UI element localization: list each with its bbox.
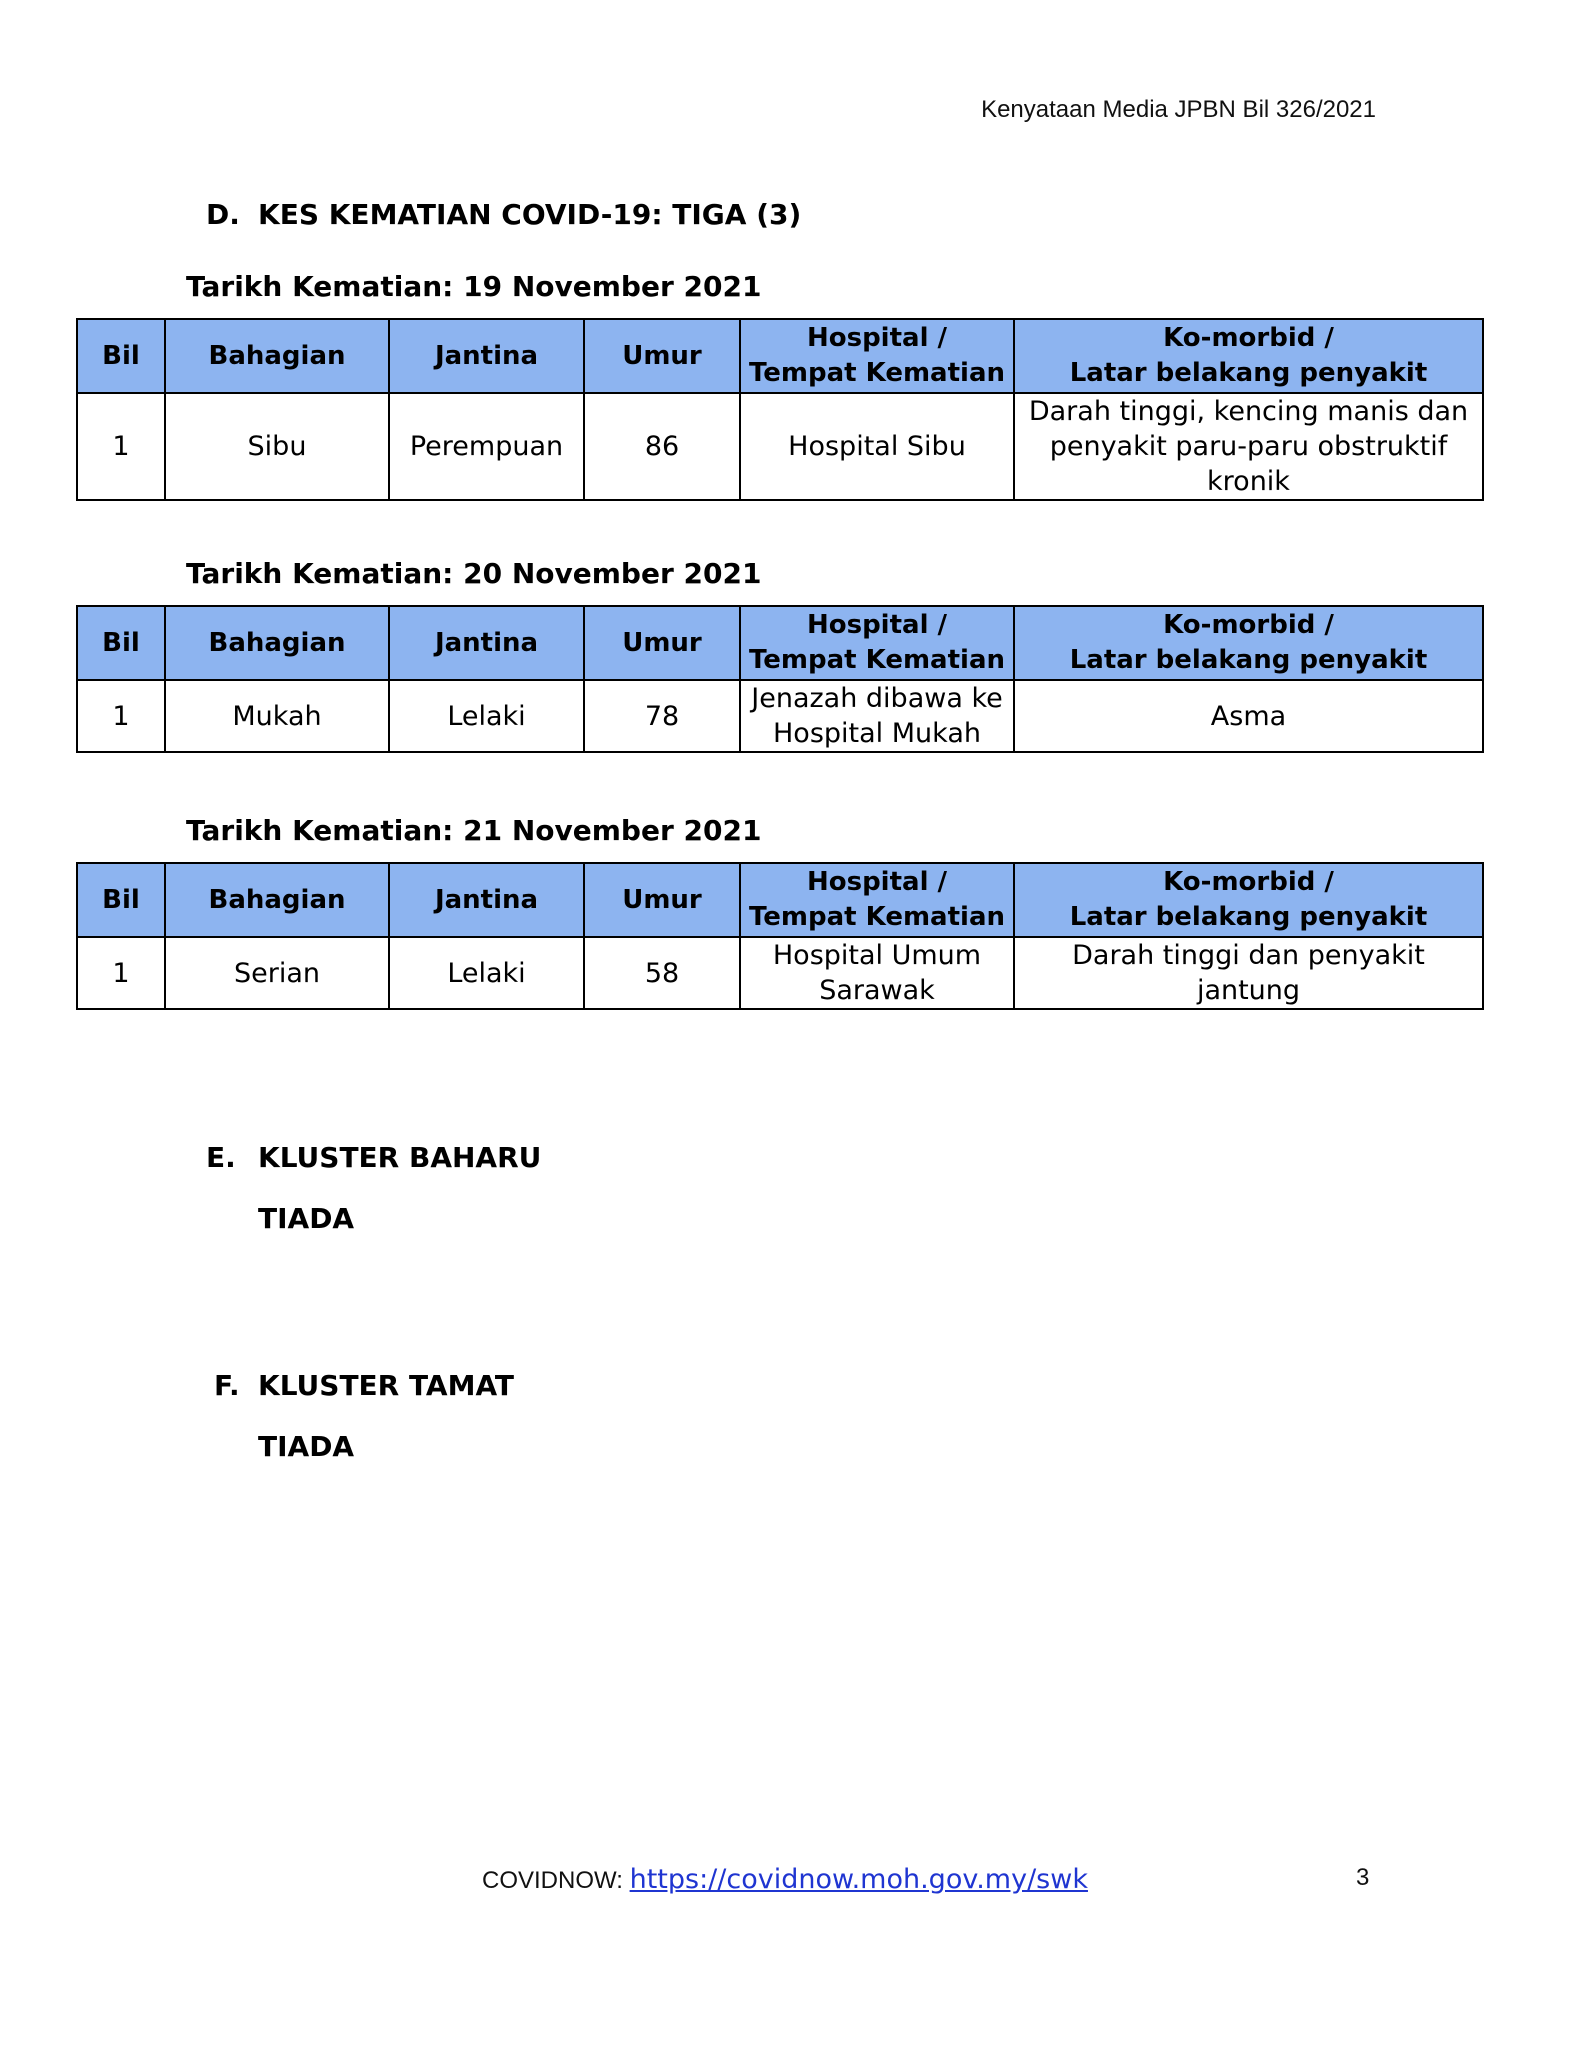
section-e-heading: KLUSTER BAHARU [258, 1141, 542, 1174]
cell-umur: 58 [584, 937, 740, 1009]
col-header-umur: Umur [584, 319, 740, 393]
cell-bil: 1 [77, 393, 165, 500]
cell-komorbid: Asma [1014, 680, 1483, 752]
section-f-letter: F. [214, 1369, 240, 1402]
col-header-hospital-line2: Tempat Kematian [749, 358, 1006, 388]
col-header-komorbid [1014, 863, 1483, 937]
section-e-body: TIADA [258, 1202, 355, 1235]
col-header-umur: Umur [584, 863, 740, 937]
col-header-komorbid [1014, 606, 1483, 680]
cell-jantina: Perempuan [389, 393, 584, 500]
table-header-row [77, 319, 1483, 393]
table-row [77, 393, 1483, 500]
col-header-komorbid [1014, 319, 1483, 393]
cell-jantina: Lelaki [389, 937, 584, 1009]
date-title-1: Tarikh Kematian: 19 November 2021 [186, 270, 762, 303]
covidnow-link[interactable]: https://covidnow.moh.gov.my/swk [629, 1864, 1088, 1895]
cell-bahagian: Serian [165, 937, 389, 1009]
col-header-hospital-line1: Hospital / [806, 610, 948, 640]
col-header-komorbid-line1: Ko-morbid / [1163, 610, 1334, 640]
cell-bil: 1 [77, 937, 165, 1009]
section-d-heading: KES KEMATIAN COVID-19: TIGA (3) [258, 198, 802, 231]
cell-bahagian: Sibu [165, 393, 389, 500]
footer-label: COVIDNOW: [482, 1867, 623, 1894]
document-header: Kenyataan Media JPBN Bil 326/2021 [981, 96, 1376, 123]
cell-bil: 1 [77, 680, 165, 752]
col-header-hospital-line1: Hospital / [806, 867, 948, 897]
cell-hospital: Hospital Sibu [740, 393, 1014, 500]
death-table-1 [76, 318, 1484, 501]
col-header-komorbid-line1: Ko-morbid / [1163, 323, 1334, 353]
cell-hospital: Hospital Umum Sarawak [740, 937, 1014, 1009]
cell-umur: 78 [584, 680, 740, 752]
section-f-heading: KLUSTER TAMAT [258, 1369, 515, 1402]
section-e-letter: E. [206, 1141, 236, 1174]
col-header-hospital [740, 863, 1014, 937]
cell-komorbid: Darah tinggi dan penyakit jantung [1014, 937, 1483, 1009]
col-header-bil: Bil [77, 319, 165, 393]
cell-komorbid: Darah tinggi, kencing manis dan penyakit paru-paru obstruktif kronik [1014, 393, 1483, 500]
col-header-jantina: Jantina [389, 606, 584, 680]
table-header-row [77, 863, 1483, 937]
section-f-title [214, 1369, 514, 1402]
col-header-hospital-line1: Hospital / [806, 323, 948, 353]
col-header-komorbid-line2: Latar belakang penyakit [1069, 358, 1428, 388]
page-number: 3 [1356, 1864, 1370, 1891]
col-header-bahagian: Bahagian [165, 319, 389, 393]
col-header-jantina: Jantina [389, 863, 584, 937]
date-title-3: Tarikh Kematian: 21 November 2021 [186, 814, 762, 847]
col-header-hospital-line2: Tempat Kematian [749, 902, 1006, 932]
col-header-bahagian: Bahagian [165, 606, 389, 680]
col-header-jantina: Jantina [389, 319, 584, 393]
col-header-komorbid-line2: Latar belakang penyakit [1069, 902, 1428, 932]
col-header-bil: Bil [77, 606, 165, 680]
cell-jantina: Lelaki [389, 680, 584, 752]
death-table-2 [76, 605, 1484, 753]
col-header-bil: Bil [77, 863, 165, 937]
col-header-komorbid-line1: Ko-morbid / [1163, 867, 1334, 897]
section-f-body: TIADA [258, 1430, 355, 1463]
col-header-bahagian: Bahagian [165, 863, 389, 937]
col-header-komorbid-line2: Latar belakang penyakit [1069, 645, 1428, 675]
col-header-hospital [740, 606, 1014, 680]
section-d-letter: D. [206, 198, 240, 231]
section-d-title [206, 198, 801, 231]
section-e-title [206, 1141, 541, 1174]
table-header-row [77, 606, 1483, 680]
col-header-hospital [740, 319, 1014, 393]
cell-umur: 86 [584, 393, 740, 500]
cell-bahagian: Mukah [165, 680, 389, 752]
cell-hospital: Jenazah dibawa ke Hospital Mukah [740, 680, 1014, 752]
col-header-hospital-line2: Tempat Kematian [749, 645, 1006, 675]
date-title-2: Tarikh Kematian: 20 November 2021 [186, 557, 762, 590]
table-row [77, 680, 1483, 752]
footer [482, 1864, 1088, 1895]
table-row [77, 937, 1483, 1009]
col-header-umur: Umur [584, 606, 740, 680]
death-table-3 [76, 862, 1484, 1010]
